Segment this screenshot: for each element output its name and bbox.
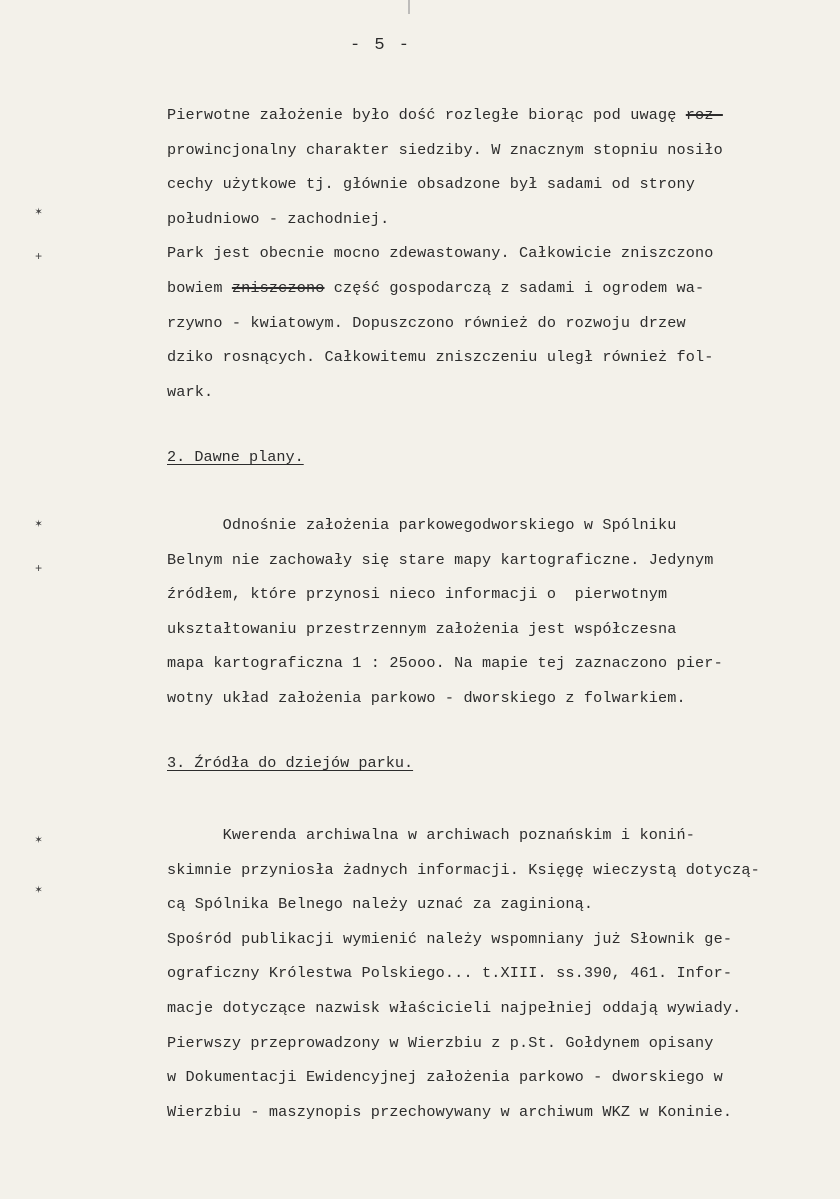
text-line: Pierwszy przeprowadzony w Wierzbiu z p.St. Gołdynem opisany [167, 1033, 714, 1052]
page-number: - 5 - [350, 36, 412, 55]
text-segment: południowo - zachodniej. [167, 209, 390, 228]
text-line: wotny układ założenia parkowo - dworskiego z folwarkiem. [167, 688, 686, 707]
text-segment: wark. [167, 382, 214, 401]
text-line: w Dokumentacji Ewidencyjnej założenia parkowo - dworskiego w [167, 1068, 723, 1087]
section-heading-old-plans: 2. Dawne plany. [167, 448, 304, 466]
text-line: skimnie przyniosła żadnych informacji. Księgę wieczystą dotyczą- [167, 860, 760, 879]
text-line [167, 340, 807, 375]
text-line [167, 375, 807, 410]
text-line [167, 306, 807, 341]
paragraph-old-plans [167, 508, 807, 716]
margin-tick-mark: + [35, 250, 43, 264]
text-line [167, 167, 807, 202]
margin-tick-mark: ✶ [35, 517, 43, 531]
section-heading-sources: 3. Źródła do dziejów parku. [167, 754, 414, 772]
text-segment: prowincjonalny charakter siedziby. W znacznym stopniu nosiło [167, 140, 723, 159]
text-segment: część gospodarczą z sadami i ogrodem wa- [324, 278, 705, 297]
text-line: Wierzbiu - maszynopis przechowywany w archiwum WKZ w Koninie. [167, 1102, 733, 1121]
scan-artifact [408, 0, 410, 14]
paragraph-sources [167, 818, 807, 1129]
margin-tick-mark: ✶ [35, 833, 43, 847]
text-line: Kwerenda archiwalna w archiwach poznańskim i koniń- [167, 826, 696, 844]
text-line: Odnośnie założenia parkowegodworskiego w Spólniku [167, 516, 677, 534]
margin-tick-mark: ✶ [35, 205, 43, 219]
text-segment: cechy użytkowe tj. głównie obsadzone był sadami od strony [167, 175, 696, 194]
text-line [167, 236, 807, 271]
text-line: ukształtowaniu przestrzennym założenia jest współczesna [167, 619, 677, 638]
struck-text: roz- [685, 106, 723, 124]
text-line [167, 271, 807, 306]
text-segment: bowiem [167, 278, 232, 297]
text-line [167, 98, 807, 133]
struck-text: zniszczono [231, 278, 325, 297]
text-line: macje dotyczące nazwisk właścicieli najpełniej oddają wywiady. [167, 998, 742, 1017]
text-segment: dziko rosnących. Całkowitemu zniszczeniu uległ również fol- [167, 348, 714, 367]
text-line [167, 133, 807, 168]
text-line: źródłem, które przynosi nieco informacji o pierwotnym [167, 585, 668, 604]
paragraph-park-description [167, 98, 807, 409]
margin-tick-mark: + [35, 562, 43, 576]
margin-tick-mark: ✶ [35, 883, 43, 897]
text-segment: rzywno - kwiatowym. Dopuszczono również do rozwoju drzew [167, 313, 686, 332]
text-line [167, 202, 807, 237]
text-line: mapa kartograficzna 1 : 25ooo. Na mapie tej zaznaczono pier- [167, 654, 723, 673]
text-segment: Park jest obecnie mocno zdewastowany. Całkowicie zniszczono [167, 244, 714, 263]
text-segment: Pierwotne założenie było dość rozległe biorąc pod uwagę [167, 106, 686, 124]
text-line: Spośród publikacji wymienić należy wspomniany już Słownik ge- [167, 929, 733, 948]
text-line: ograficzny Królestwa Polskiego... t.XIII. ss.390, 461. Infor- [167, 964, 733, 983]
text-line: Belnym nie zachowały się stare mapy kartograficzne. Jedynym [167, 550, 714, 569]
text-line: cą Spólnika Belnego należy uznać za zaginioną. [167, 895, 594, 914]
